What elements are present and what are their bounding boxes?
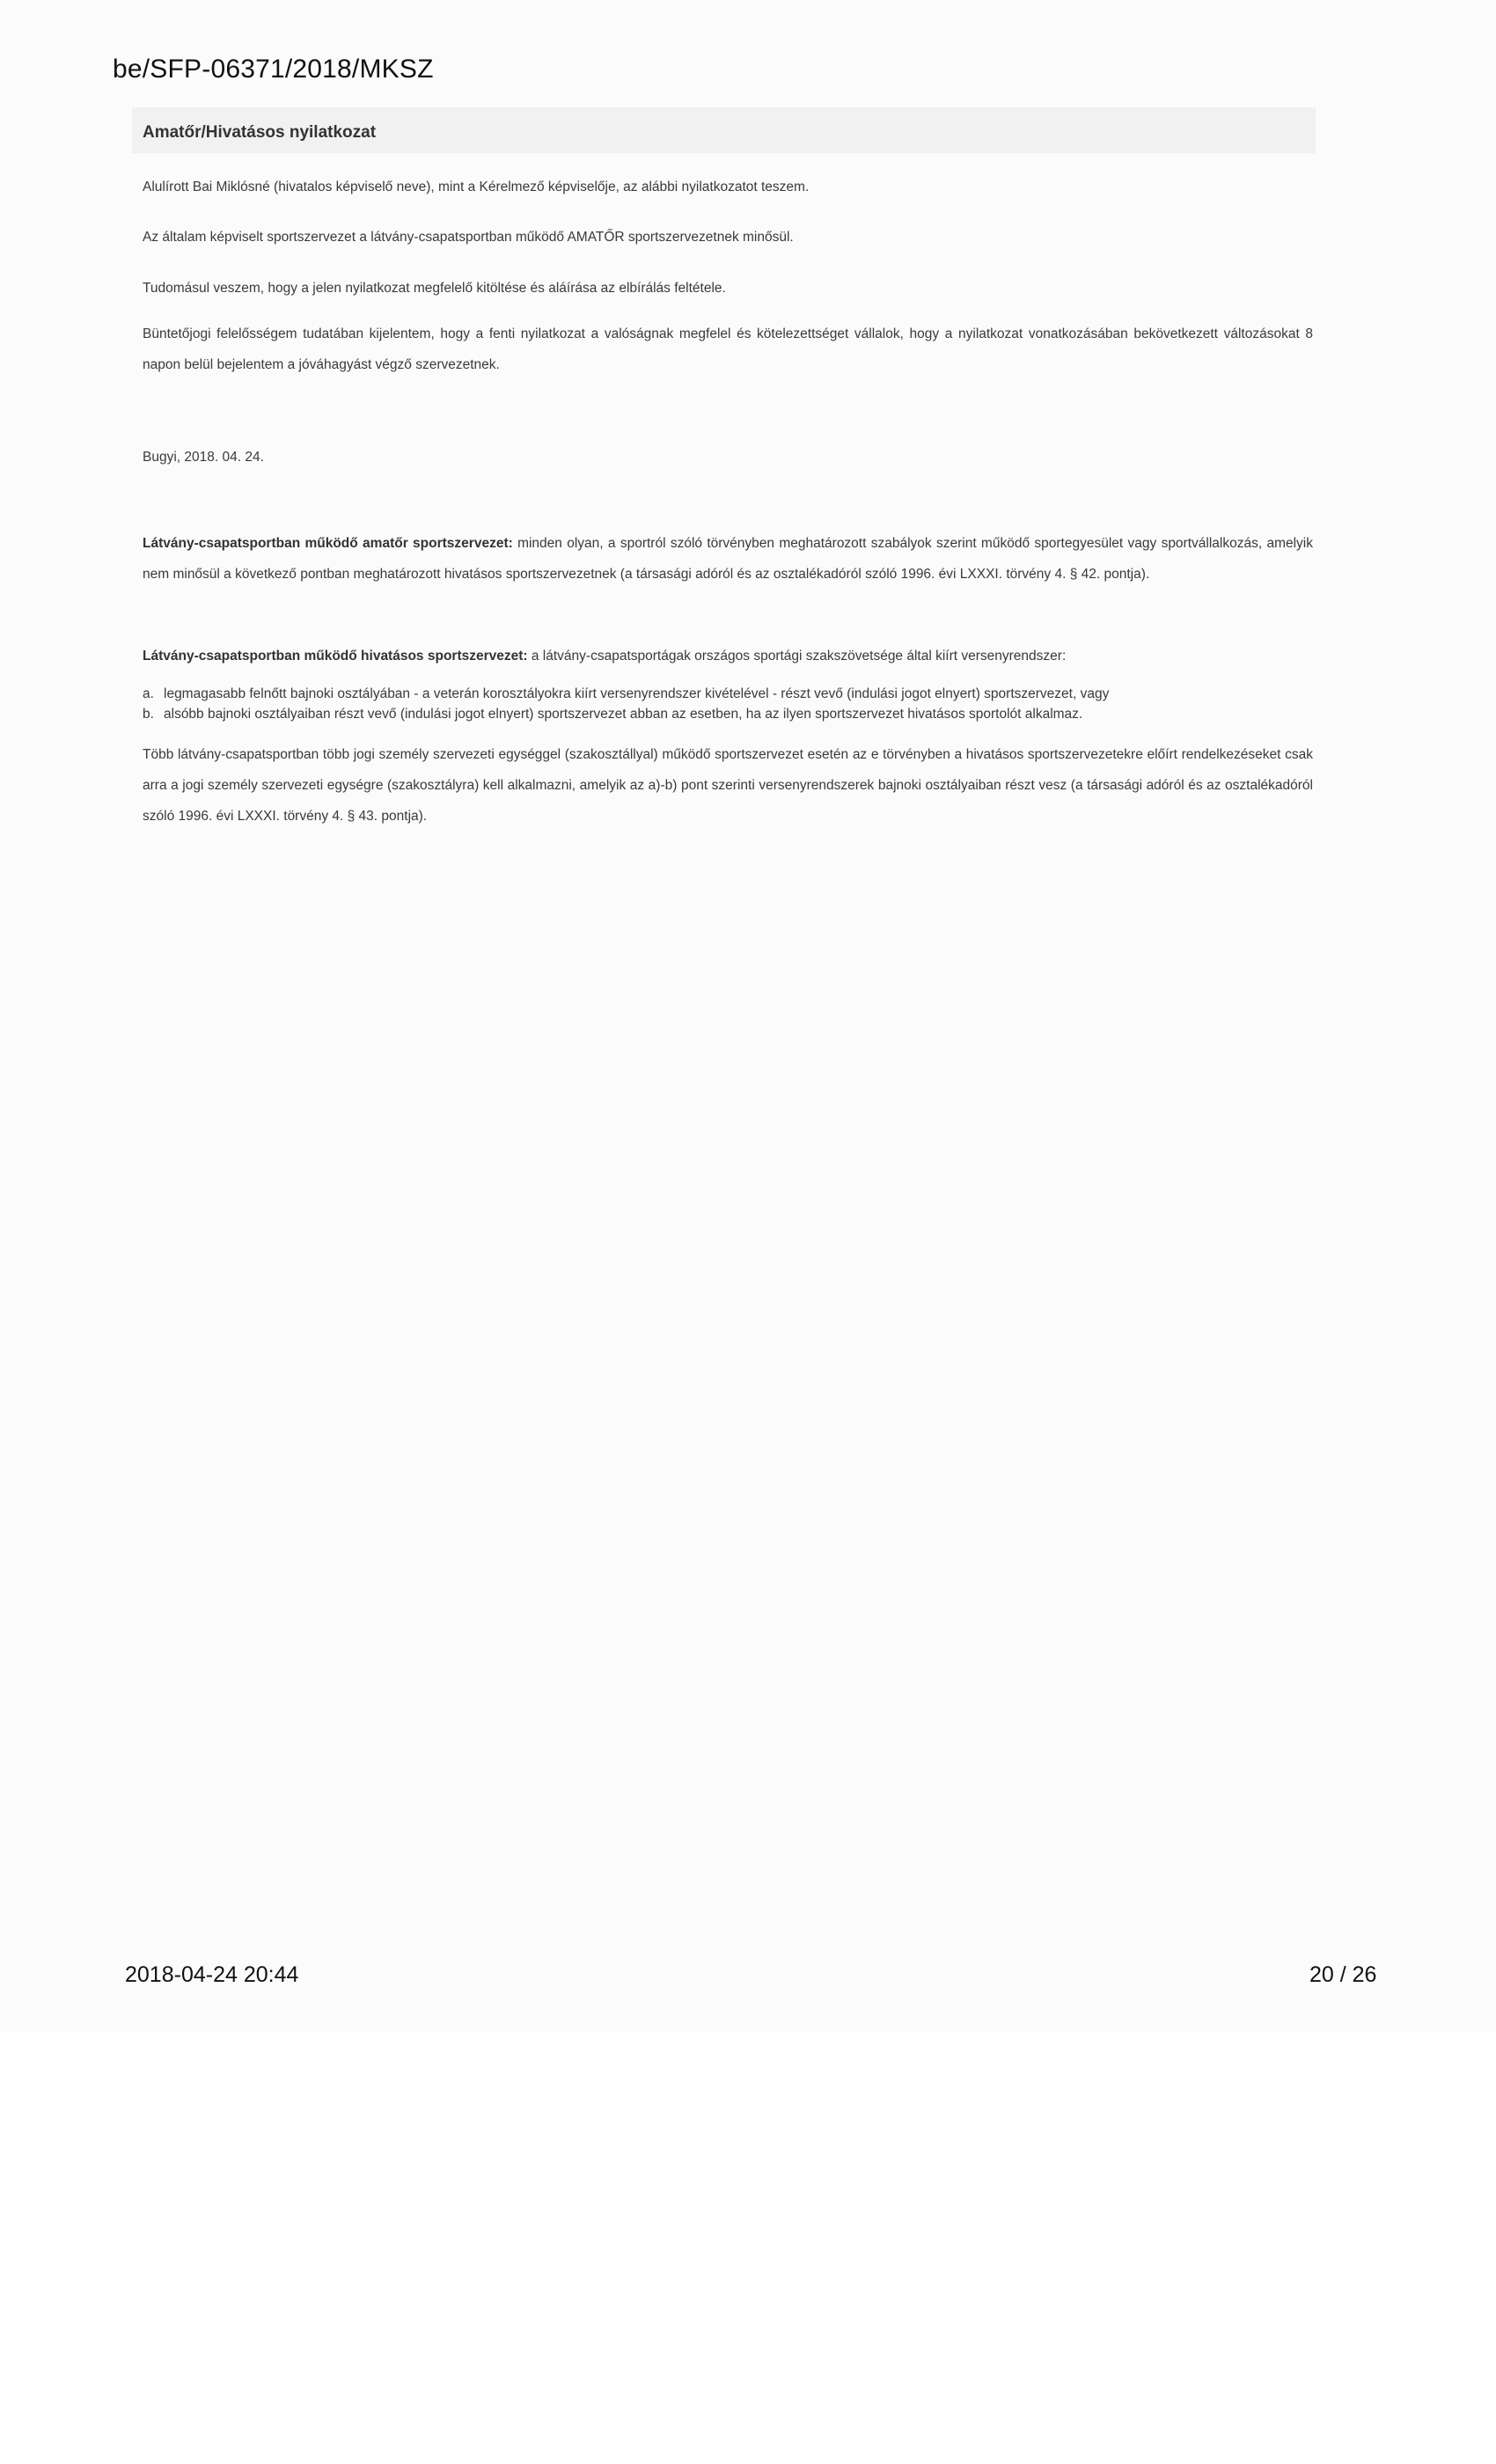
list-item-b — [143, 707, 1313, 722]
list-item-text: legmagasabb felnőtt bajnoki osztályában - a veterán korosztályokra kiírt versenyrendszer kivételével - részt vevő (indulási jogot elnyert) sportszervezet, vagy — [164, 686, 1110, 701]
footer-timestamp: 2018-04-24 20:44 — [125, 1962, 299, 1987]
pro-definition-term: Látvány-csapatsportban működő hivatásos sportszervezet: — [143, 649, 528, 664]
list-marker: a. — [143, 686, 154, 701]
list-item-a — [143, 686, 1313, 702]
closing-paragraph: Több látvány-csapatsportban több jogi személy szervezeti egységgel (szakosztállyal) működő sportszervezet esetén az e törvényben a hivatásos sportszervezetekre előírt rendelkezéseket csak arra a jogi személy szervezeti egységre (szakosztályra) kell alkalmazni, amelyik az a)-b) pont szerinti versenyrendszerek bajnoki osztályaiban részt vesz (a társasági adóról és az osztalékadóról szóló 1996. évi LXXXI. törvény 4. § 43. pontja). — [143, 747, 1313, 824]
section-title: Amatőr/Hivatásos nyilatkozat — [143, 123, 377, 142]
footer-page-number: 20 / 26 — [1309, 1962, 1377, 1987]
declaration-paragraph-4: Büntetőjogi felelősségem tudatában kijelentem, hogy a fenti nyilatkozat a valóságnak megfelel és kötelezettséget vállalok, hogy a nyilatkozat vonatkozásában bekövetkezett változásokat 8 napon belül bejelentem a jóváhagyást végző szervezetnek. — [143, 326, 1313, 372]
declaration-paragraph-3: Tudomásul veszem, hogy a jelen nyilatkozat megfelelő kitöltése és aláírása az elbírálás feltétele. — [143, 281, 726, 296]
pro-definition — [143, 641, 1313, 671]
list-item-text: alsóbb bajnoki osztályaiban részt vevő (indulási jogot elnyert) sportszervezet abban az esetben, ha az ilyen sportszervezet hivatásos sportolót alkalmaz. — [164, 707, 1083, 722]
pro-definition-text: a látvány-csapatsportágak országos sportági szakszövetsége által kiírt versenyrendszer: — [527, 649, 1067, 664]
amateur-definition-term: Látvány-csapatsportban működő amatőr sportszervezet: — [143, 536, 513, 551]
list-marker: b. — [143, 707, 154, 722]
amateur-definition-text: minden olyan, a sportról szóló törvényben meghatározott szabályok szerint működő sportegyesület vagy sportvállalkozás, amelyik nem minősül a következő pontban meghatározott hivatásos sportszervezetnek (a társasági adóról és az osztalékadóról szóló 1996. évi LXXXI. törvény 4. § 42. pontja). — [143, 536, 1313, 582]
place-date: Bugyi, 2018. 04. 24. — [143, 450, 264, 465]
amateur-definition — [143, 528, 1313, 590]
document-id: be/SFP-06371/2018/MKSZ — [113, 55, 434, 84]
declaration-paragraph-2: Az általam képviselt sportszervezet a látvány-csapatsportban működő AMATŐR sportszervezetnek minősül. — [143, 230, 794, 245]
declaration-paragraph-1: Alulírott Bai Miklósné (hivatalos képviselő neve), mint a Kérelmező képviselője, az alábbi nyilatkozatot teszem. — [143, 180, 810, 194]
